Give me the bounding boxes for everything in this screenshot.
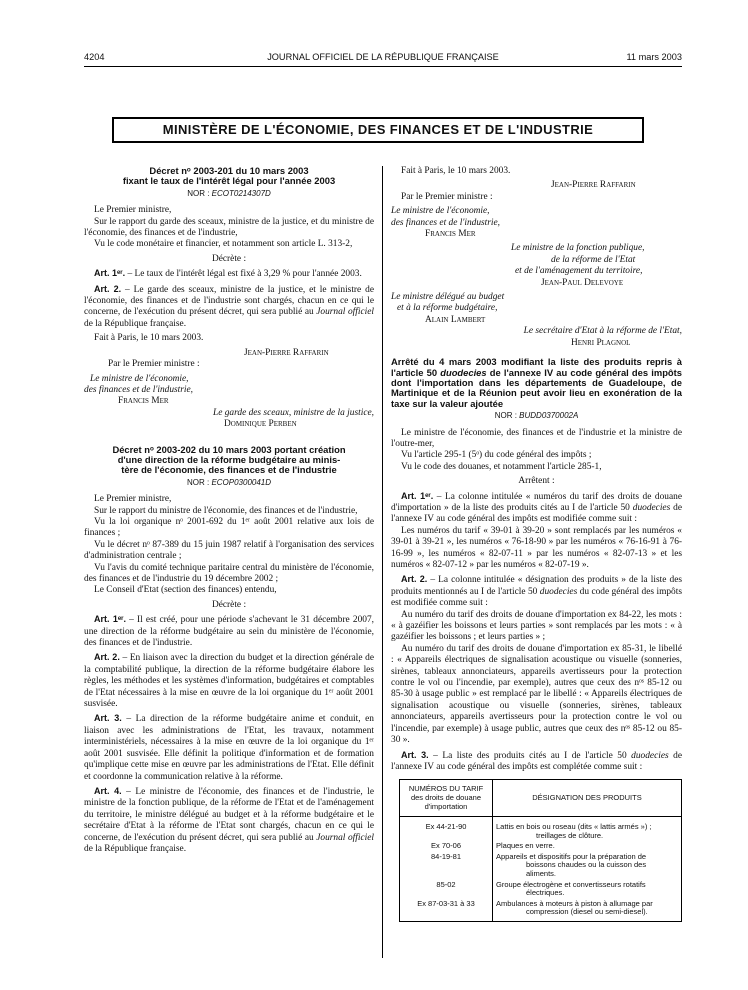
article-label: Art. 4.	[94, 785, 122, 796]
nor-code: ECOT0214307D	[211, 188, 271, 198]
article-text: – La liste des produits cités au I de l'article 50	[428, 750, 632, 761]
table-header-tarif	[400, 780, 493, 817]
designation-line: treillages de clôture.	[536, 830, 604, 840]
article	[84, 614, 374, 649]
nor-label: NOR :	[494, 411, 517, 421]
article	[84, 713, 374, 782]
decret1-title	[84, 166, 374, 187]
table-header-row	[400, 780, 682, 817]
paragraph: Le Premier ministre,	[94, 205, 172, 216]
journal-officiel: Journal officiel	[316, 307, 374, 318]
article-text: de la République française.	[84, 318, 187, 329]
paragraph: Vu le décret nᵒ 87-389 du 15 juin 1987 relatif à l'organisation des services d'administration centrale ;	[84, 539, 374, 562]
article	[84, 284, 374, 331]
paragraph: Vu le code monétaire et financier, et notamment son article L. 313-2,	[94, 239, 353, 250]
left-column	[84, 166, 374, 855]
table-row	[400, 899, 682, 922]
fait-a-paris: Fait à Paris, le 10 mars 2003.	[401, 166, 511, 176]
decret1-nor	[84, 188, 374, 199]
paragraph: Au numéro du tarif des droits de douane d'importation ex 85-31, le libellé : « Appareils électriques de signalisation acoustique ou visuelle (sonneries, sirènes, tableaux annonciateurs, appareils avertisseurs pour la protection contre le vol ou l'incendie, par exemple), autres que ceux des nᵒˢ 85-12 ou 85-30 à usage public » est remplacé par le libellé : « Appareils électriques de signalisation acoustique ou visuelle (sonneries, sirènes, tableaux annonciateurs, appareils avertisseurs pour la protection contre le vol ou l'incendie, par exemple) à usage public, autres que ceux des nᵒˢ 85-12 ou 85-30 ».	[391, 643, 682, 746]
nor-label: NOR :	[186, 477, 210, 487]
tarif-code: Ex 87-03-31 à 33	[400, 899, 493, 922]
fait-a-paris: Fait à Paris, le 10 mars 2003.	[94, 333, 204, 344]
designation	[493, 841, 682, 852]
article-text: – La direction de la réforme budgétaire anime et conduit, en liaison avec les administrations de l'Etat, les travaux, notamment interministériels, nécessaires à la mise en œuvre de la loi organique du 1ᵉʳ août 2001 susvisée. Elle définit la politique d'information et de formation qu'implique cette mise en œuvre par les administrations de l'Etat. Elle définit et coordonne la communication relative à la réforme.	[84, 714, 374, 782]
article	[84, 786, 374, 855]
article-text: – Le garde des sceaux, ministre de la justice, et le ministre de l'économie, des finances et de l'industrie sont chargés, chacun en ce qui le concerne, de l'exécution du présent décret, qui sera publié au	[84, 284, 374, 318]
page-number: 4204	[84, 52, 105, 62]
garde-sceaux: Le garde des sceaux, ministre de la justice,	[213, 407, 374, 418]
ministre-eco: des finances et de l'industrie,	[84, 384, 194, 395]
journal-title: JOURNAL OFFICIEL DE LA RÉPUBLIQUE FRANÇAISE	[267, 52, 499, 62]
right-column	[391, 166, 682, 922]
article-text: du code général des impôts est modifiée comme suit :	[391, 586, 682, 609]
article-text: de l'annexe IV au code général des impôts est complétée comme suit :	[391, 750, 683, 772]
article	[391, 574, 682, 609]
article-label: Art. 1ᵉʳ.	[94, 268, 126, 279]
article-italic: duodecies	[632, 502, 671, 513]
paragraph: Vu l'avis du comité technique paritaire central du ministère de l'économie, des finances et de l'industrie du 19 décembre 2002 ;	[84, 562, 374, 584]
designation-line: Ambulances à moteurs à piston à allumage par	[496, 898, 653, 908]
article-text: de la République française.	[84, 843, 187, 854]
paragraph: Le Conseil d'Etat (section des finances) entendu,	[94, 585, 277, 596]
nor-code: ECOP0300041D	[211, 477, 272, 487]
designation	[493, 817, 682, 842]
tarif-code: Ex 70-06	[400, 841, 493, 852]
ministry-banner: MINISTÈRE DE L'ÉCONOMIE, DES FINANCES ET DE L'INDUSTRIE	[112, 117, 644, 143]
decret1-title-line: Décret nᵒ 2003-201 du 10 mars 2003	[149, 165, 309, 176]
ministre-eco: Le ministre de l'économie,	[90, 373, 189, 384]
column-divider	[382, 166, 383, 958]
article-label: Art. 2.	[94, 652, 120, 663]
designation	[493, 852, 682, 880]
article	[84, 652, 374, 710]
arrete-title-text: Arrêté du 4 mars 2003 modifiant la liste des produits repris à l'article 50	[391, 356, 682, 378]
article-text: – En liaison avec la direction du budget et la direction générale de la comptabilité publique, la direction de la réforme budgétaire élabore les règles, les méthodes et les systèmes d'information, budgétaires et comptables de l'Etat nécessaires à la mise en œuvre de la loi organique du 1ᵉʳ août 2001 susvisée.	[84, 653, 374, 710]
ministre-eco: Le ministre de l'économie,	[391, 206, 490, 217]
article-label: Art. 1ᵉʳ.	[401, 490, 434, 501]
decret2-title-line: tère de l'économie, des finances et de l'industrie	[121, 464, 337, 476]
ministre-fp: et de l'aménagement du territoire,	[515, 266, 643, 277]
table-header-designation: DÉSIGNATION DES PRODUITS	[493, 780, 682, 817]
secretaire-etat-name: Henri Plagnol	[571, 337, 631, 348]
decret2-title-line: d'une direction de la réforme budgétaire au minis-	[117, 453, 341, 465]
ministre-fp-name: Jean-Paul Delevoye	[541, 277, 624, 288]
paragraph: Le Premier ministre,	[94, 494, 172, 505]
table-row	[400, 880, 682, 899]
nor-code: BUDD0370002A	[519, 411, 579, 421]
decrete: Décrète :	[211, 253, 247, 264]
designation-line: compression (diesel ou semi-diesel).	[526, 907, 648, 917]
header-line: d'importation	[424, 801, 468, 811]
ministre-fp: Le ministre de la fonction publique,	[511, 243, 645, 254]
designation-line: Groupe électrogène et convertisseurs rotatifs	[496, 879, 646, 889]
arrete-title-italic: duodecies	[440, 366, 487, 378]
header-line: NUMÉROS DU TARIF	[408, 784, 484, 794]
paragraph: Vu le code des douanes, et notamment l'article 285-1,	[401, 461, 602, 472]
paragraph: Sur le rapport du ministre de l'économie, des finances et de l'industrie,	[94, 505, 358, 516]
article-label: Art. 2.	[401, 574, 428, 585]
products-table	[399, 779, 682, 922]
decret2-nor	[84, 477, 374, 488]
tarif-code: Ex 44-21-90	[400, 817, 493, 842]
par-pm: Par le Premier ministre :	[401, 191, 493, 202]
article-italic: duodecies	[539, 586, 578, 597]
article-text: – Il est créé, pour une période s'achevant le 31 décembre 2007, une direction de la réforme budgétaire au sein du ministère de l'économie, des finances et de l'industrie.	[84, 615, 374, 649]
paragraph: Les numéros du tarif « 39-01 à 39-20 » sont remplacés par les numéros « 39-01 à 39-21 », les numéros « 76-18-90 » par les numéros « 76-16-91 à 76-16-99 », les numéros « 82-07-11 » par les numéros « 82-07-13 » et les numéros « 82-07-12 » par les numéros « 82-07-19 ».	[391, 525, 682, 570]
article-label: Art. 2.	[94, 283, 122, 294]
paragraph: Le ministre de l'économie, des finances et de l'industrie et la ministre de l'outre-mer,	[391, 427, 682, 449]
garde-sceaux-name: Dominique Perben	[224, 419, 297, 430]
arrete-nor	[391, 410, 682, 421]
signature-pm: Jean-Pierre Raffarin	[551, 180, 636, 191]
tarif-code: 85-02	[400, 880, 493, 899]
arretent: Arrêtent :	[518, 476, 555, 487]
article-label: Art. 3.	[401, 749, 429, 760]
journal-officiel: Journal officiel	[316, 832, 374, 843]
decret2-title-line: Décret nᵒ 2003-202 du 10 mars 2003 portant création	[112, 443, 346, 455]
ministre-budget-name: Alain Lambert	[425, 314, 486, 325]
article-label: Art. 1ᵉʳ.	[94, 614, 126, 625]
tarif-code: 84-19-81	[400, 852, 493, 880]
article-italic: duodecies	[631, 750, 669, 761]
paragraph: Sur le rapport du garde des sceaux, ministre de la justice, et du ministre de l'économie, des finances et de l'industrie,	[84, 216, 374, 239]
article-text: de l'annexe IV au code général des impôts est modifiée comme suit :	[391, 502, 682, 525]
designation-line: boissons chaudes ou la cuisson des aliments.	[526, 860, 647, 879]
decret2-title	[84, 445, 374, 476]
secretaire-etat: Le secrétaire d'Etat à la réforme de l'Etat,	[523, 326, 682, 337]
table-row	[400, 852, 682, 880]
decret1-title-line: fixant le taux de l'intérêt légal pour l'année 2003	[122, 175, 336, 187]
decrete: Décrète :	[211, 599, 247, 610]
ministre-budget: Le ministre délégué au budget	[391, 292, 505, 303]
designation-line: Lattis en bois ou roseau (dits « lattis armés ») ;	[496, 822, 652, 832]
page-header	[84, 52, 682, 67]
paragraph: Au numéro du tarif des droits de douane d'importation ex 84-22, les mots : « à gazéifier les boissons et leurs parties » sont remplacés par les mots : « à gazéifier les boissons ; et leurs parties » ;	[391, 609, 682, 643]
signature-pm: Jean-Pierre Raffarin	[244, 347, 329, 358]
header-line: des droits de douane	[410, 792, 482, 802]
ministre-budget: et à la réforme budgétaire,	[397, 303, 498, 314]
table-row	[400, 817, 682, 842]
nor-label: NOR :	[187, 188, 210, 198]
arrete-title-text: de l'annexe IV au code général des impôts dont l'importation dans les départements de Guadeloupe, de Martinique et de la Réunion peut avoir lieu en exonération de la taxe sur la valeur ajoutée	[391, 366, 682, 409]
article-text: – La colonne intitulée « numéros du tarif des droits de douane d'importation » de la liste des produits cités au I de l'article 50	[391, 491, 682, 513]
designation-line: Plaques en verre.	[496, 841, 555, 851]
paragraph: Vu l'article 295-1 (5ᵒ) du code général des impôts ;	[401, 450, 592, 461]
issue-date: 11 mars 2003	[626, 52, 682, 62]
article-text: – Le ministre de l'économie, des finances et de l'industrie, le ministre de la fonction publique, de la réforme de l'Etat et de l'aménagement du territoire, le ministre délégué au budget et à la réforme budgétaire et le secrétaire d'Etat à la réforme de l'Etat sont chargés, chacun en ce qui le concerne, de l'exécution du présent décret, qui sera publié au	[84, 786, 374, 843]
table-row	[400, 841, 682, 852]
paragraph: Vu la loi organique nᵒ 2001-692 du 1ᵉʳ août 2001 relative aux lois de finances ;	[84, 516, 374, 539]
ministre-fp: de la réforme de l'Etat	[551, 254, 636, 265]
article	[391, 750, 682, 774]
par-pm: Par le Premier ministre :	[108, 359, 200, 370]
article	[84, 268, 374, 280]
article-text: – La colonne intitulée « désignation des produits » de la liste des produits mentionnés au I de l'article 50	[391, 575, 683, 597]
article	[391, 491, 682, 526]
ministre-eco-name: Francis Mer	[118, 396, 169, 407]
designation	[493, 880, 682, 899]
ministre-eco: des finances et de l'industrie,	[391, 217, 501, 228]
arrete-title	[391, 357, 682, 409]
designation	[493, 899, 682, 922]
designation-line: électriques.	[526, 888, 565, 898]
article-text: – Le taux de l'intérêt légal est fixé à 3,29 % pour l'année 2003.	[125, 269, 362, 280]
article-label: Art. 3.	[94, 713, 122, 724]
ministre-eco-name: Francis Mer	[425, 229, 476, 240]
designation-line: Appareils et dispositifs pour la préparation de	[496, 851, 647, 861]
